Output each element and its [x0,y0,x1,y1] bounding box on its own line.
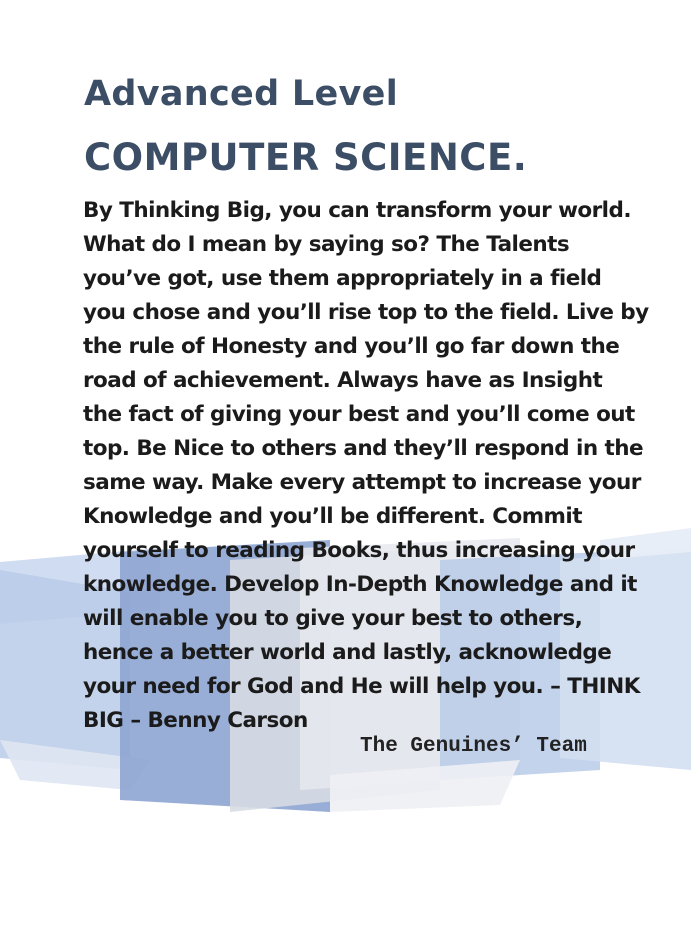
title-advanced-level: Advanced Level [84,74,399,114]
quote-line: the fact of giving your best and you’ll come out [83,402,635,427]
quote-line: road of achievement. Always have as Insight [83,368,603,393]
quote-line: same way. Make every attempt to increase your [83,470,641,495]
title-computer-science: COMPUTER SCIENCE. [84,136,528,179]
quote-line: yourself to reading Books, thus increasing your [83,538,635,563]
quote-line: hence a better world and lastly, acknowledge [83,640,612,665]
quote-line: By Thinking Big, you can transform your world. [83,198,631,223]
quote-line: you chose and you’ll rise top to the field. Live by [83,300,649,325]
quote-line: knowledge. Develop In-Depth Knowledge and it [83,572,637,597]
quote-line: What do I mean by saying so? The Talents [83,232,570,257]
quote-line: Knowledge and you’ll be different. Commit [83,504,582,529]
quote-line: top. Be Nice to others and they’ll respond in the [83,436,644,461]
quote-line: your need for God and He will help you. – THINK [83,674,640,699]
team-signature: The Genuines’ Team [360,735,587,758]
quote-line: the rule of Honesty and you’ll go far down the [83,334,620,359]
quote-line: you’ve got, use them appropriately in a field [83,266,602,291]
quote-line: BIG – Benny Carson [83,708,308,733]
quote-paragraph [83,194,649,738]
quote-line: will enable you to give your best to others, [83,606,583,631]
